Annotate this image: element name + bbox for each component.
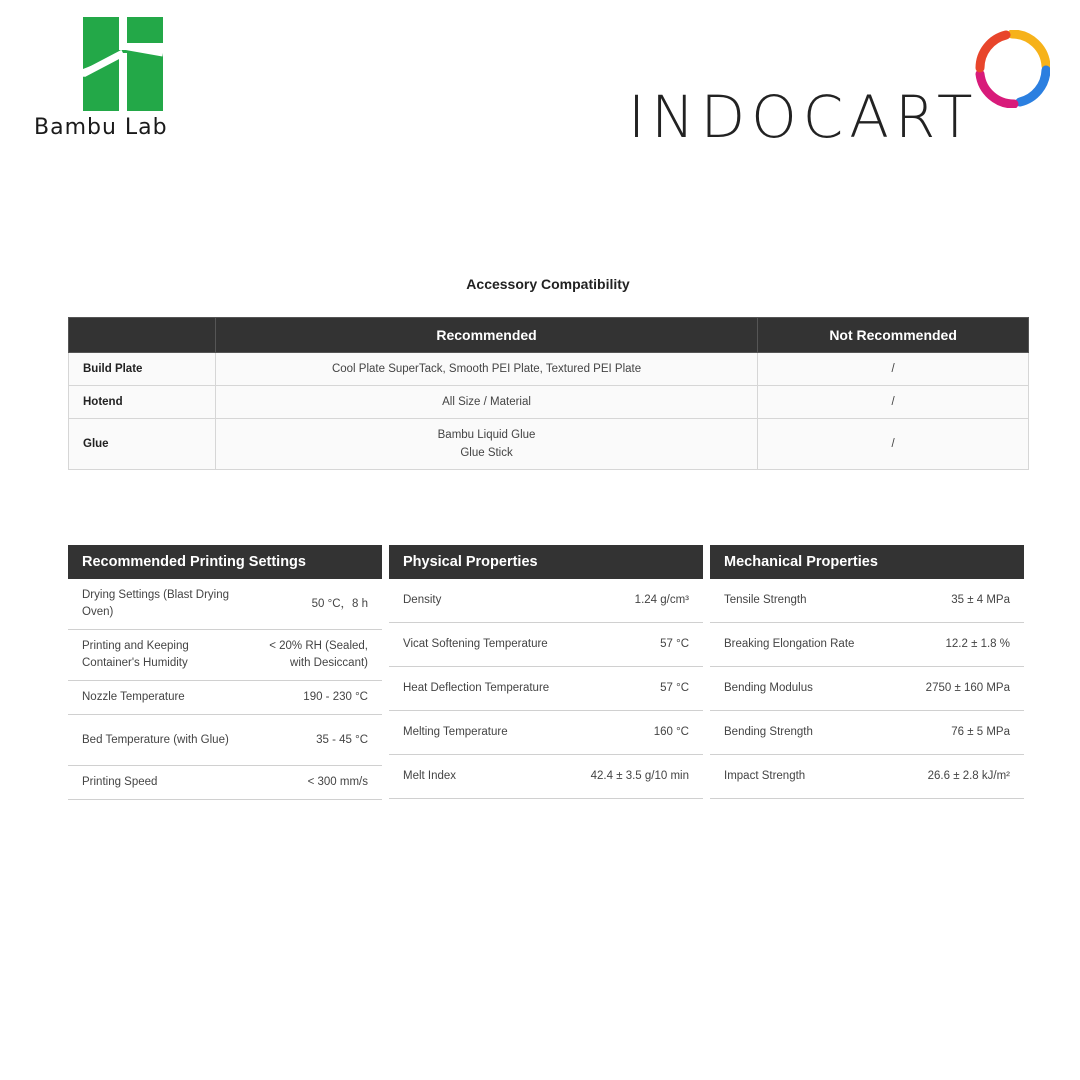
setting-label: Nozzle Temperature [82, 691, 185, 703]
property-value: 35 ± 4 MPa [951, 594, 1010, 606]
property-value: 12.2 ± 1.8 % [945, 638, 1010, 650]
property-label: Tensile Strength [724, 594, 807, 606]
property-label: Bending Modulus [724, 682, 813, 694]
setting-label: Printing Speed [82, 776, 158, 788]
physical-properties-panel [389, 545, 703, 799]
list-item [68, 579, 382, 630]
setting-label: Printing and Keeping Container's Humidity [82, 640, 189, 669]
property-value: 76 ± 5 MPa [951, 726, 1010, 738]
property-label: Melt Index [403, 770, 457, 782]
panel-title: Mechanical Properties [710, 545, 1024, 579]
setting-label: Bed Temperature (with Glue) [82, 733, 229, 746]
not-recommended-cell: / [758, 419, 1029, 470]
list-item [389, 623, 703, 667]
property-value: 26.6 ± 2.8 kJ/m² [927, 770, 1010, 782]
list-item [389, 579, 703, 623]
accessory-title: Accessory Compatibility [466, 276, 630, 292]
property-value: 57 °C [660, 638, 689, 650]
setting-value: < 300 mm/s [307, 776, 368, 788]
row-label: Glue [69, 419, 216, 470]
list-item [710, 755, 1024, 799]
property-label: Breaking Elongation Rate [724, 638, 855, 650]
setting-label: Drying Settings (Blast Drying Oven) [82, 589, 229, 618]
setting-value: < 20% RH (Sealed, with Desiccant) [269, 640, 368, 669]
row-label: Hotend [69, 386, 216, 419]
recommended-cell [215, 419, 757, 470]
bambu-lab-wordmark: Bambu Lab [34, 115, 168, 140]
list-item [710, 711, 1024, 755]
recommended-line: Glue Stick [460, 447, 513, 459]
accessory-header-row [69, 318, 1029, 353]
indocart-wordmark: INDOCART [628, 83, 979, 151]
property-value: 1.24 g/cm³ [634, 594, 689, 606]
setting-value: 35 - 45 °C [316, 733, 368, 746]
list-item [68, 681, 382, 715]
setting-value: 190 - 230 °C [303, 691, 368, 703]
recommended-cell: All Size / Material [215, 386, 757, 419]
accessory-header-empty [69, 318, 216, 353]
property-label: Impact Strength [724, 770, 806, 782]
row-label: Build Plate [69, 353, 216, 386]
list-item [389, 667, 703, 711]
not-recommended-cell: / [758, 353, 1029, 386]
panel-title: Physical Properties [389, 545, 703, 579]
list-item [68, 715, 382, 766]
property-value: 160 °C [653, 726, 689, 738]
list-item [68, 630, 382, 681]
property-label: Melting Temperature [403, 726, 508, 738]
property-value: 57 °C [660, 682, 689, 694]
property-label: Bending Strength [724, 726, 813, 738]
table-row [69, 386, 1029, 419]
list-item [710, 667, 1024, 711]
indocart-ring-icon [974, 30, 1050, 108]
bambu-lab-logo [34, 17, 214, 143]
accessory-header-recommended: Recommended [215, 318, 757, 353]
list-item [710, 623, 1024, 667]
printing-settings-panel [68, 545, 382, 800]
table-row [69, 353, 1029, 386]
property-label: Vicat Softening Temperature [403, 638, 548, 650]
recommended-line: Bambu Liquid Glue [437, 429, 536, 441]
bambu-mark-icon [83, 17, 163, 111]
recommended-cell: Cool Plate SuperTack, Smooth PEI Plate, Textured PEI Plate [215, 353, 757, 386]
property-value: 2750 ± 160 MPa [925, 682, 1010, 694]
property-value: 42.4 ± 3.5 g/10 min [590, 770, 689, 782]
mechanical-properties-panel [710, 545, 1024, 799]
accessory-table [68, 317, 1029, 470]
list-item [710, 579, 1024, 623]
table-row [69, 419, 1029, 470]
not-recommended-cell: / [758, 386, 1029, 419]
property-label: Density [403, 594, 442, 606]
list-item [68, 766, 382, 800]
setting-value: 50 °C，8 h [311, 597, 368, 610]
list-item [389, 755, 703, 799]
indocart-logo [628, 30, 1053, 155]
accessory-header-not-recommended: Not Recommended [758, 318, 1029, 353]
list-item [389, 711, 703, 755]
panel-title: Recommended Printing Settings [68, 545, 382, 579]
property-label: Heat Deflection Temperature [403, 682, 550, 694]
